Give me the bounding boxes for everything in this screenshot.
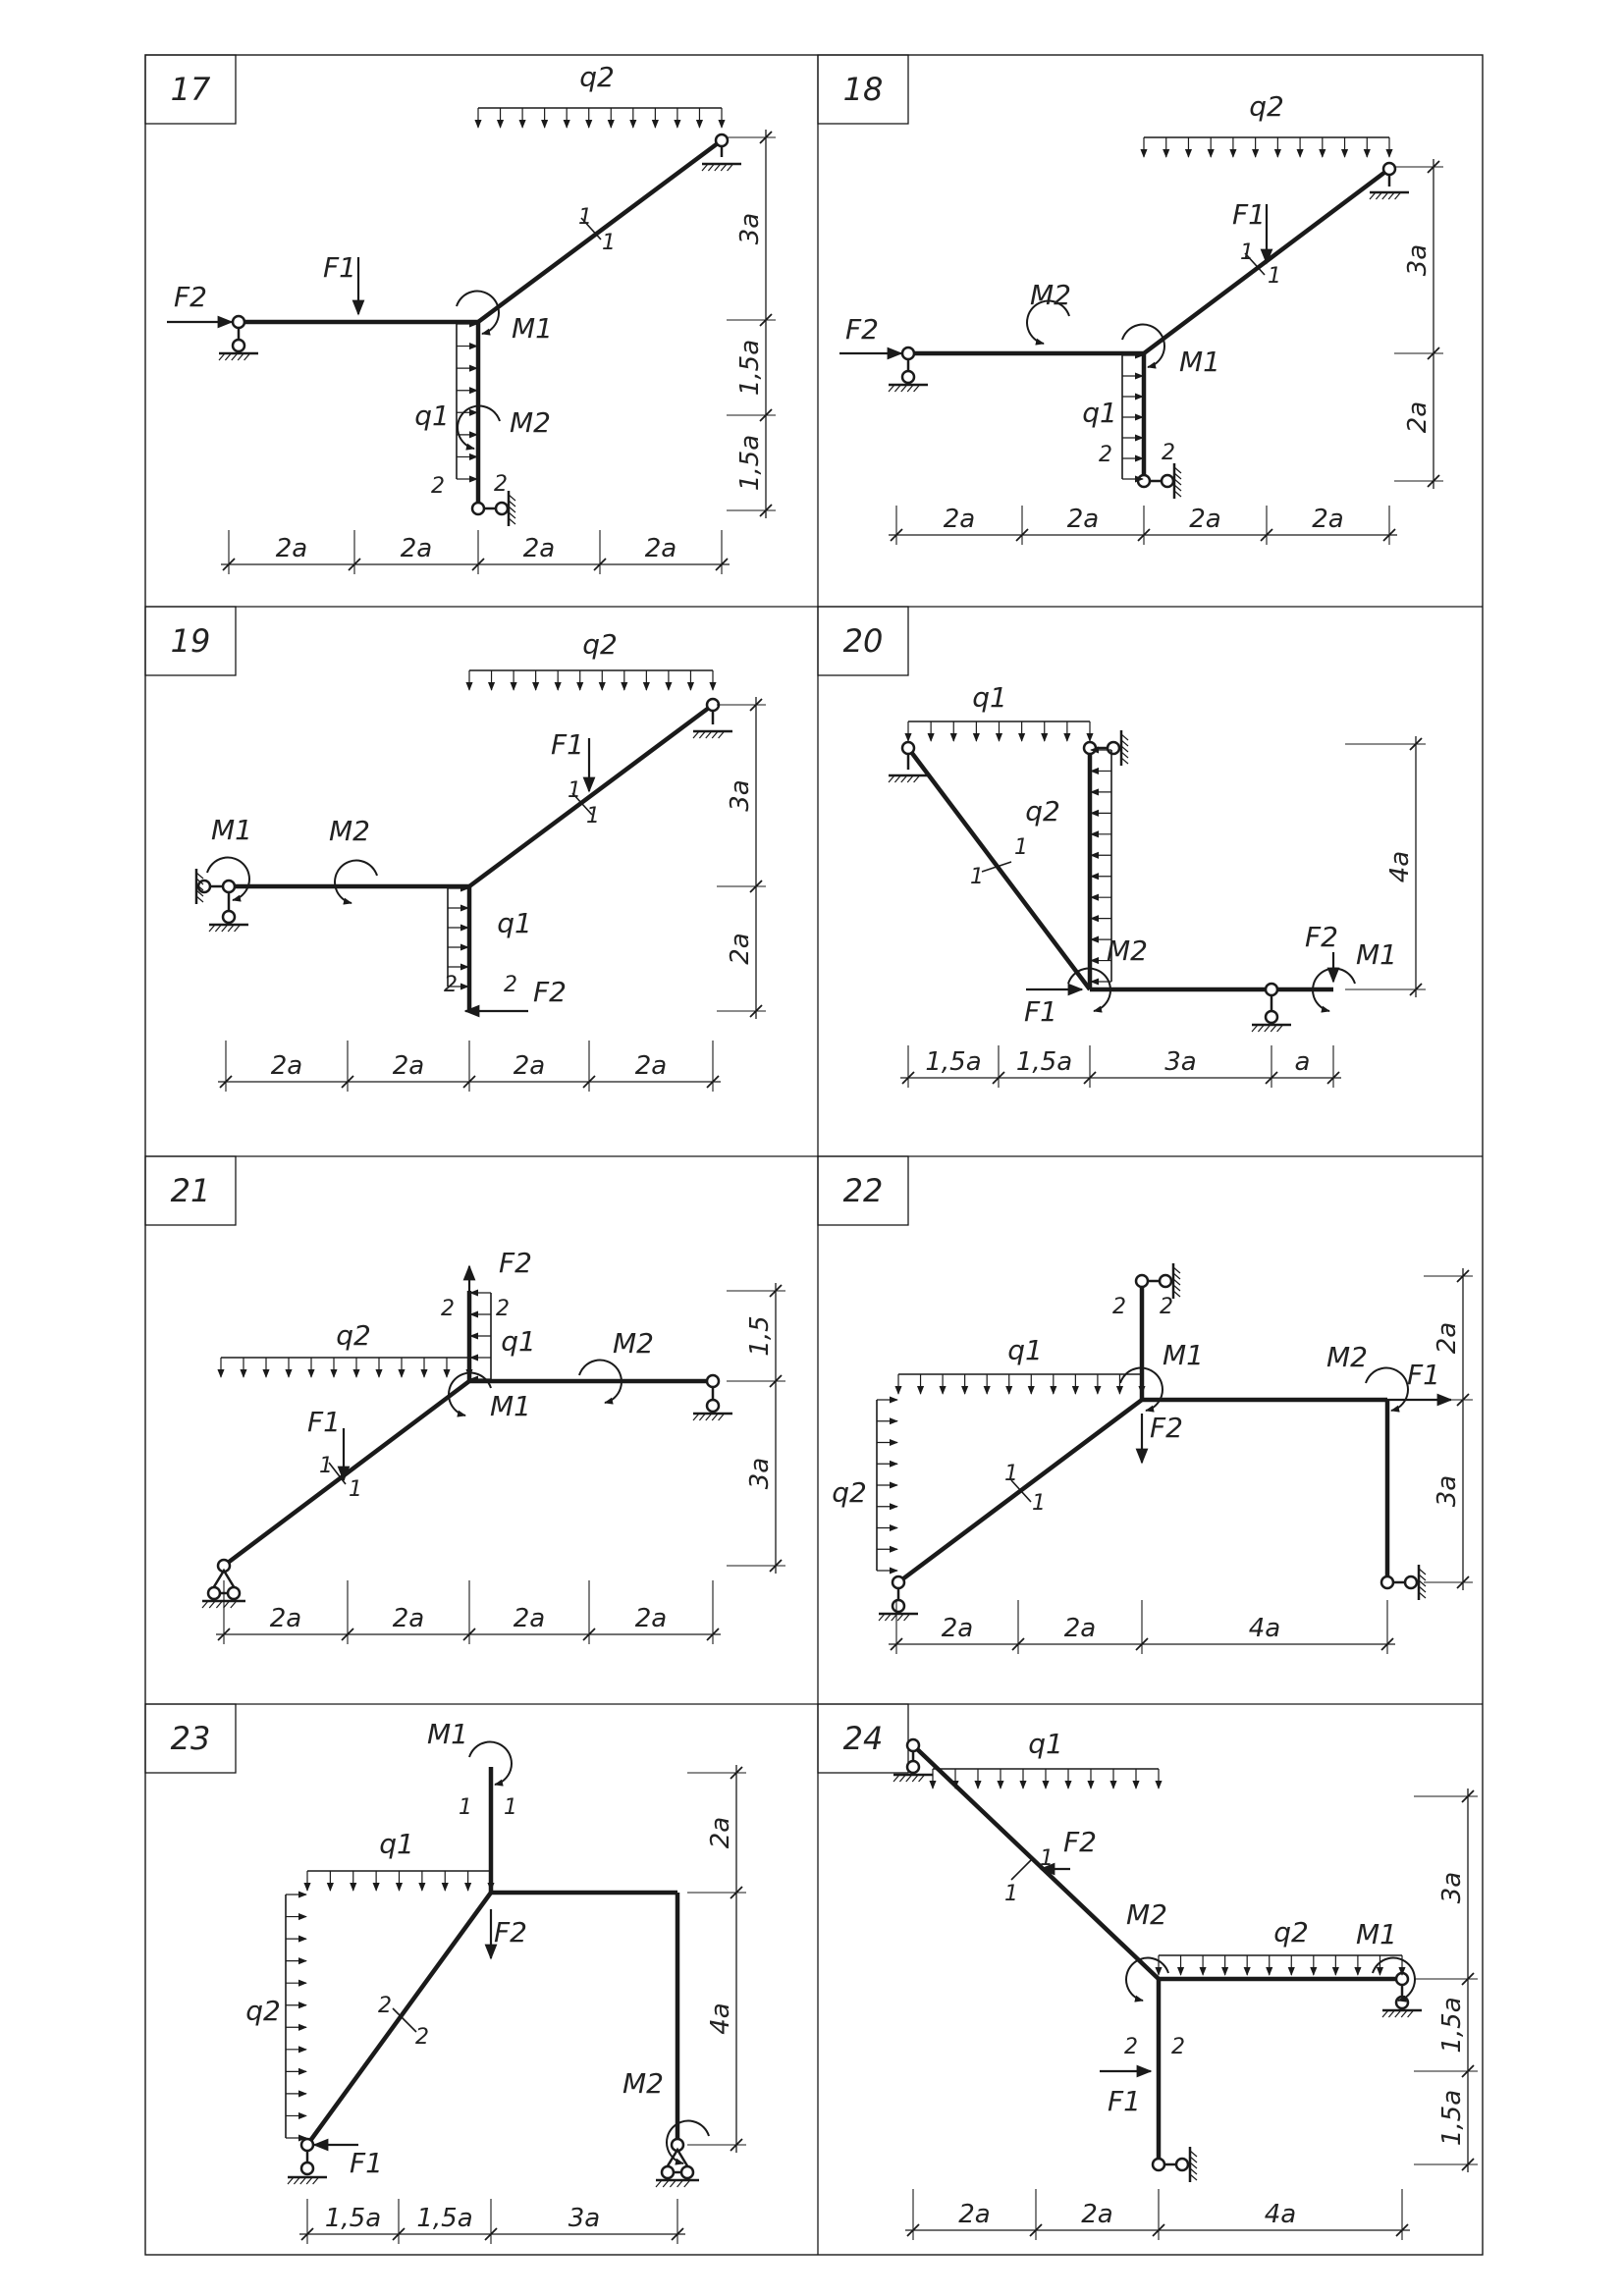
hinge: [893, 1576, 904, 1588]
hinge: [1381, 1576, 1393, 1588]
section-mark: 1: [602, 231, 616, 255]
panel-number: 19: [170, 622, 211, 660]
frame-member: [908, 748, 1090, 989]
panel-20: [818, 607, 1426, 1088]
dim-label: 1,5a: [925, 1047, 982, 1077]
load-label: q2: [582, 628, 618, 661]
load-label: M2: [1126, 1898, 1167, 1931]
load-label: M1: [211, 814, 252, 846]
load-label: F2: [174, 281, 207, 313]
hinge: [472, 503, 484, 514]
dim-label: 2a: [726, 933, 755, 965]
section-mark: 2: [1124, 2035, 1138, 2059]
frame-member: [224, 1381, 469, 1566]
section-mark: 2: [1162, 441, 1175, 465]
load-label: F1: [350, 2147, 383, 2179]
section-mark: 2: [494, 472, 508, 497]
load-label: F1: [1407, 1359, 1440, 1391]
hinge: [1383, 163, 1395, 175]
load-label: q2: [579, 61, 615, 93]
hinge: [1136, 1275, 1148, 1287]
dim-label: 1,5a: [1015, 1047, 1073, 1077]
load-label: q1: [1007, 1334, 1043, 1366]
section-mark: 1: [1004, 1882, 1018, 1906]
dim-label: 1,5a: [735, 434, 765, 492]
load-label: F1: [1232, 198, 1266, 231]
load-label: M2: [1030, 279, 1071, 311]
load-label: F1: [307, 1406, 341, 1438]
load-label: q1: [501, 1325, 536, 1358]
dim-label: 3a: [735, 212, 765, 245]
panel-21: [145, 1156, 785, 1644]
frame-member: [913, 1745, 1159, 1979]
section-mark: 2: [1171, 2035, 1185, 2059]
load-label: q2: [245, 1995, 281, 2027]
load-label: q1: [497, 907, 532, 939]
section-mark: 2: [1099, 443, 1112, 467]
hinge: [1266, 984, 1277, 995]
frame-member: [469, 705, 713, 886]
load-label: F2: [533, 976, 567, 1008]
section-mark: 1: [1240, 240, 1254, 265]
load-label: q2: [1273, 1916, 1309, 1949]
hinge: [233, 316, 244, 328]
load-label: M2: [1107, 934, 1148, 967]
panel-17: [145, 55, 776, 574]
section-mark: 1: [586, 804, 600, 828]
load-label: q1: [379, 1828, 414, 1860]
hinge: [902, 742, 914, 754]
section-mark: 2: [415, 2025, 429, 2050]
panel-23: [145, 1704, 746, 2244]
load-label: F2: [845, 313, 879, 346]
load-label: M2: [329, 815, 370, 847]
dim-label: 1,5a: [324, 2204, 382, 2233]
load-label: F1: [1024, 995, 1057, 1028]
hinge: [902, 371, 914, 383]
dim-label: 3a: [1437, 1871, 1467, 1904]
dim-label: 2a: [958, 2200, 991, 2229]
dim-label: 2a: [1081, 2200, 1113, 2229]
section-mark: 1: [1032, 1491, 1046, 1516]
dim-label: 2a: [392, 1051, 425, 1081]
section-mark: 1: [1268, 264, 1281, 289]
dim-label: 2a: [941, 1614, 974, 1643]
hinge: [1108, 742, 1119, 754]
dim-label: 1,5a: [1437, 1997, 1467, 2054]
load-label: M1: [490, 1390, 531, 1422]
load-label: M2: [1326, 1341, 1368, 1373]
section-mark: 2: [441, 1297, 455, 1321]
hinge: [1160, 1275, 1171, 1287]
dim-label: 2a: [943, 505, 976, 534]
dim-label: 2a: [1063, 1614, 1097, 1643]
hinge: [301, 2139, 313, 2151]
load-label: q1: [1082, 397, 1117, 429]
load-label: M1: [1179, 346, 1220, 378]
dim-label: a: [1294, 1047, 1311, 1077]
section-mark: 1: [319, 1454, 333, 1478]
load-label: F2: [1150, 1412, 1183, 1444]
dim-label: 3a: [568, 2204, 601, 2233]
panel-18: [818, 55, 1443, 545]
hinge: [1405, 1576, 1417, 1588]
dim-label: 2a: [270, 1051, 303, 1081]
section-mark: 1: [504, 1795, 517, 1820]
dim-label: 2a: [392, 1604, 425, 1633]
section-mark: 2: [444, 973, 458, 997]
dim-label: 2a: [522, 534, 556, 563]
hinge: [893, 1600, 904, 1612]
load-label: q2: [336, 1319, 371, 1352]
load-label: M1: [1356, 1918, 1397, 1950]
dim-label: 2a: [644, 534, 677, 563]
hinge: [707, 1400, 719, 1412]
hinge: [1266, 1011, 1277, 1023]
dim-label: 1,5: [745, 1315, 775, 1357]
load-label: F2: [1305, 921, 1338, 953]
load-label: F1: [1108, 2085, 1141, 2117]
hinge: [681, 2166, 693, 2178]
load-label: F2: [1063, 1826, 1097, 1858]
dim-label: 2a: [1066, 505, 1100, 534]
section-mark: 2: [496, 1297, 510, 1321]
section-mark: 2: [1160, 1295, 1173, 1319]
section-mark: 1: [970, 865, 984, 889]
load-label: M2: [510, 406, 551, 439]
dim-label: 1,5a: [416, 2204, 473, 2233]
moment-arc: [335, 861, 377, 903]
section-line: [1011, 1860, 1031, 1880]
dim-label: 2a: [706, 1816, 735, 1849]
dim-label: 2a: [275, 534, 308, 563]
load-label: M1: [1163, 1339, 1204, 1371]
dim-label: 3a: [1433, 1474, 1462, 1508]
section-mark: 2: [431, 474, 445, 499]
panel-number: 18: [842, 71, 884, 108]
hinge: [233, 340, 244, 351]
section-mark: 1: [568, 778, 581, 803]
dim-label: 4a: [1248, 1614, 1281, 1643]
hinge: [1153, 2159, 1164, 2170]
load-label: q1: [972, 681, 1007, 714]
section-mark: 1: [459, 1795, 472, 1820]
load-label: F1: [551, 728, 584, 761]
hinge: [228, 1587, 240, 1599]
dim-label: 2a: [1312, 505, 1344, 534]
hinge: [223, 881, 235, 892]
dim-label: 2a: [634, 1604, 668, 1633]
section-mark: 1: [1014, 835, 1028, 860]
load-label: q2: [1025, 795, 1060, 828]
hinge: [1084, 742, 1096, 754]
section-mark: 2: [1112, 1295, 1126, 1319]
hinge: [223, 911, 235, 923]
section-mark: 2: [504, 973, 517, 997]
load-label: q2: [1249, 90, 1284, 123]
dim-label: 3a: [726, 779, 755, 812]
panel-number: 20: [842, 622, 884, 660]
dim-label: 4a: [1385, 850, 1415, 883]
panel-number: 22: [842, 1172, 884, 1209]
hinge: [1162, 475, 1173, 487]
dim-label: 2a: [400, 534, 433, 563]
dim-label: 3a: [1403, 243, 1433, 277]
panel-number: 24: [842, 1720, 884, 1757]
dim-label: 4a: [1264, 2200, 1297, 2229]
load-label: q1: [1028, 1728, 1063, 1760]
hinge: [662, 2166, 674, 2178]
hinge: [907, 1761, 919, 1773]
dim-label: 2a: [513, 1051, 546, 1081]
load-label: M1: [427, 1718, 468, 1750]
section-mark: 2: [378, 1994, 392, 2018]
hinge: [1176, 2159, 1188, 2170]
dim-label: 2a: [634, 1051, 668, 1081]
panel-24: [818, 1704, 1478, 2240]
load-label: M2: [622, 2067, 664, 2100]
hinge: [301, 2163, 313, 2174]
dim-label: 2a: [1433, 1321, 1462, 1355]
load-label: F2: [499, 1247, 532, 1279]
dim-label: 3a: [745, 1457, 775, 1490]
section-mark: 1: [1004, 1462, 1018, 1486]
frame-member: [478, 140, 722, 322]
load-label: M1: [1356, 938, 1397, 971]
dim-label: 2a: [1403, 400, 1433, 434]
load-label: q2: [832, 1476, 867, 1509]
dim-label: 4a: [706, 2002, 735, 2035]
hinge: [496, 503, 508, 514]
dim-label: 3a: [1164, 1047, 1197, 1077]
load-label: F1: [323, 251, 356, 284]
section-mark: 1: [1040, 1846, 1054, 1871]
load-label: M1: [512, 312, 553, 345]
frame-member: [307, 1893, 491, 2145]
hinge: [902, 347, 914, 359]
panel-19: [145, 607, 766, 1092]
load-label: F2: [494, 1916, 527, 1949]
hinge: [907, 1739, 919, 1751]
dim-label: 2a: [269, 1604, 302, 1633]
hinge: [208, 1587, 220, 1599]
dim-label: 1,5a: [735, 339, 765, 397]
dim-label: 1,5a: [1437, 2089, 1467, 2147]
hinge: [707, 1375, 719, 1387]
panel-number: 23: [170, 1720, 211, 1757]
load-label: M2: [613, 1327, 654, 1360]
panel-number: 21: [170, 1172, 211, 1209]
section-mark: 1: [349, 1477, 362, 1502]
panel-22: [818, 1156, 1473, 1654]
load-label: q1: [414, 400, 450, 432]
section-mark: 1: [578, 205, 592, 230]
dim-label: 2a: [1189, 505, 1221, 534]
hinge: [716, 134, 728, 146]
dim-label: 2a: [513, 1604, 546, 1633]
panel-number: 17: [170, 71, 211, 108]
hinge: [1138, 475, 1150, 487]
